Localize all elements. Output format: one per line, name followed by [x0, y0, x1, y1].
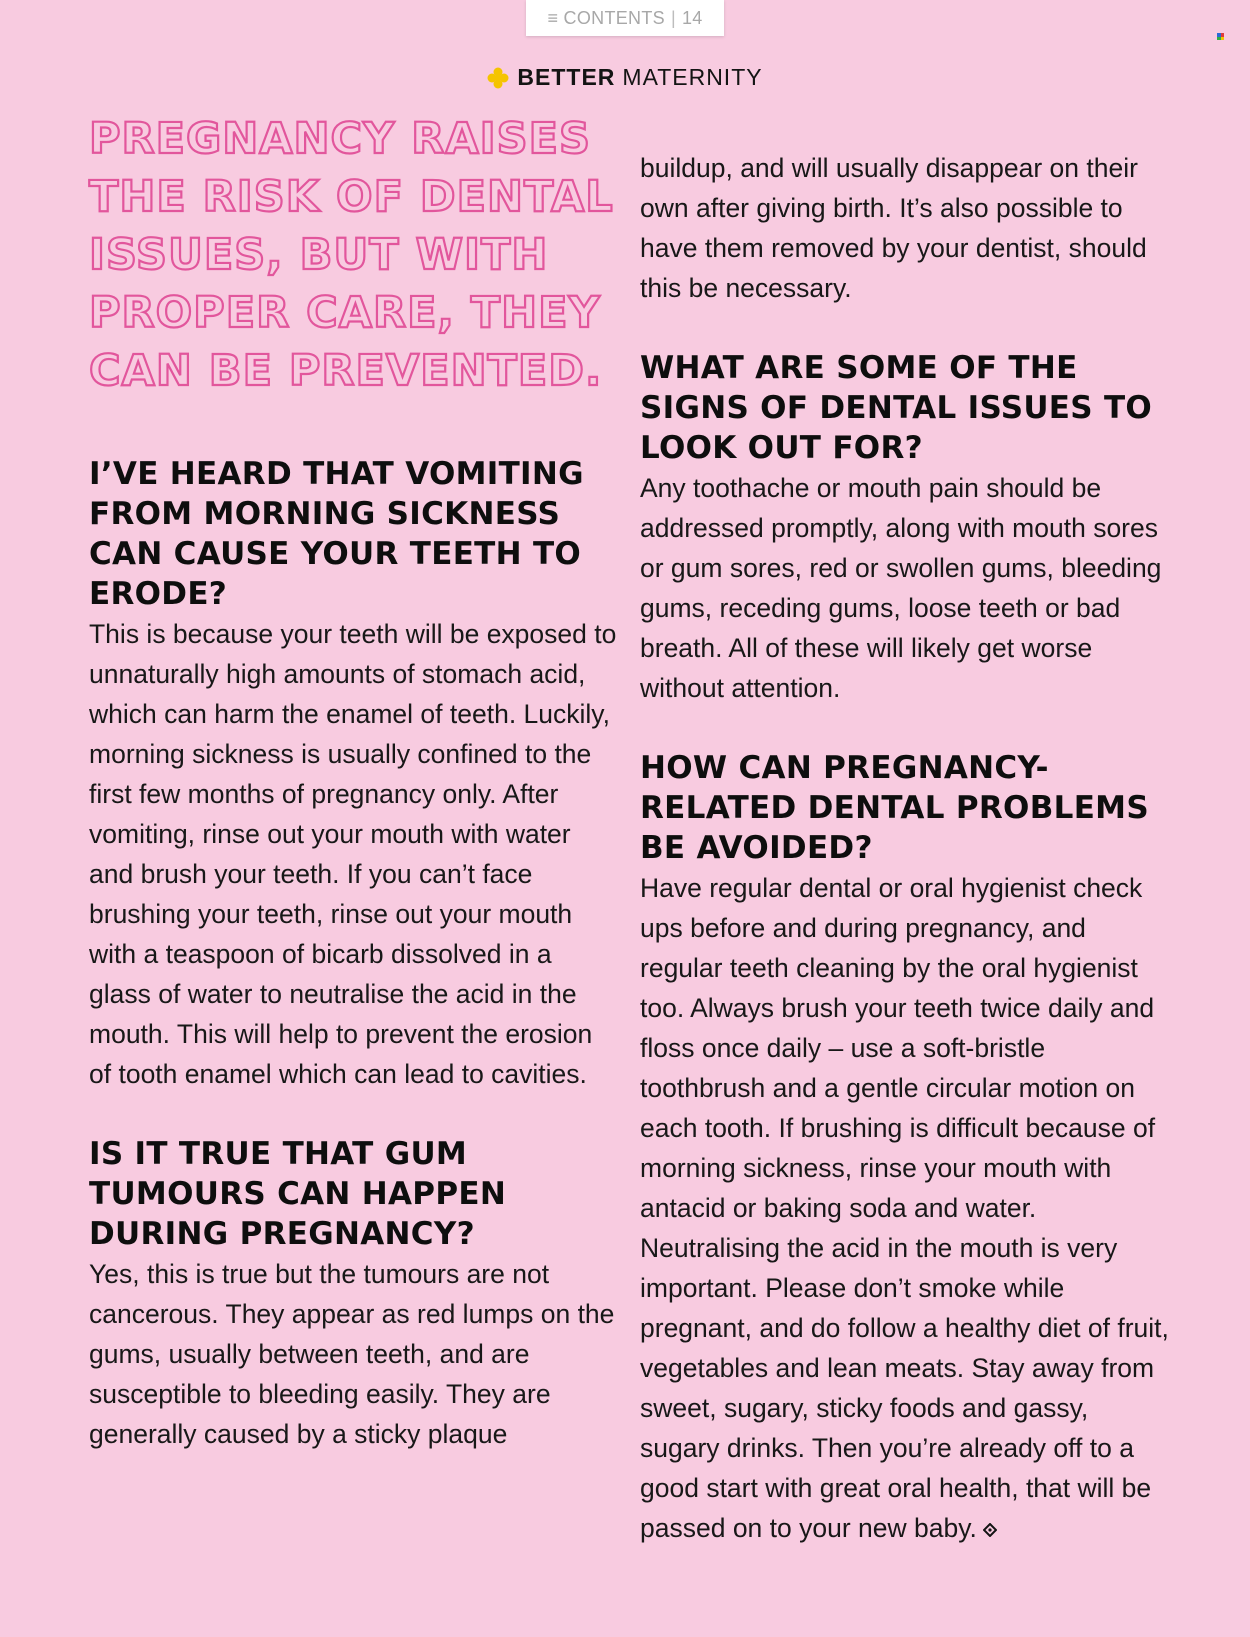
brand-regular: MATERNITY [622, 64, 763, 90]
end-mark-icon [983, 1523, 997, 1537]
flower-icon [487, 67, 509, 89]
left-column [89, 110, 619, 1454]
answer-paragraph: Yes, this is true but the tumours are not cancerous. They appear as red lumps on the gums, usually between teeth, and are susceptible to bleeding easily. They are generally caused by a sticky plaque [89, 1259, 615, 1449]
question-heading: HOW CAN PREGNANCY-RELATED DENTAL PROBLEMS BE AVOIDED? [640, 750, 1149, 866]
brand-bold: BETTER [517, 64, 616, 90]
answer-paragraph: This is because your teeth will be exposed to unnaturally high amounts of stomach acid, which can harm the enamel of teeth. Luckily, morning sickness is usually confined to the first few months of pregnancy only. After vomiting, rinse out your mouth with water and brush your teeth. If you can’t face brushing your teeth, rinse out your mouth with a teaspoon of bicarb dissolved in a glass of water to neutralise the acid in the mouth. This will help to prevent the erosion of tooth enamel which can lead to cavities. [89, 619, 617, 1089]
answer-text: Have regular dental or oral hygienist check ups before and during pregnancy, and regular teeth cleaning by the oral hygienist too. Always brush your teeth twice daily and floss once daily – use a soft-bristle toothbrush and a gentle circular motion on each tooth. If brushing is difficult because of morning sickness, rinse your mouth with antacid or baking soda and water. Neutralising the acid in the mouth is very important. Please don’t smoke while pregnant, and do follow a healthy diet of fruit, vegetables and lean meats. Stay away from sweet, sugary, sticky foods and gassy, sugary drinks. Then you’re already off to a good start with great oral health, that will be passed on to your new baby. [640, 873, 1169, 1543]
color-marks-icon [1217, 33, 1224, 40]
contents-label: ≡ CONTENTS [547, 7, 665, 28]
answer-paragraph-continued: buildup, and will usually disappear on their own after giving birth. It’s also possible to have them removed by your dentist, should this be necessary. [640, 153, 1147, 303]
answer-paragraph: Any toothache or mouth pain should be addressed promptly, along with mouth sores or gum sores, red or swollen gums, bleeding gums, receding gums, loose teeth or bad breath. All of these will likely get worse without attention. [640, 473, 1162, 703]
page-number: 14 [681, 7, 703, 28]
section-header [0, 64, 1250, 91]
question-heading: WHAT ARE SOME OF THE SIGNS OF DENTAL ISSUES TO LOOK OUT FOR? [640, 350, 1153, 466]
contents-button[interactable] [526, 0, 724, 36]
answer-paragraph [640, 868, 1170, 1548]
question-heading: I’VE HEARD THAT VOMITING FROM MORNING SICKNESS CAN CAUSE YOUR TEETH TO ERODE? [89, 456, 584, 612]
pull-quote: PREGNANCY RAISES THE RISK OF DENTAL ISSUES, BUT WITH PROPER CARE, THEY CAN BE PREVENTED. [89, 114, 614, 396]
separator: | [670, 7, 676, 28]
right-column [640, 148, 1170, 1548]
question-heading: IS IT TRUE THAT GUM TUMOURS CAN HAPPEN DURING PREGNANCY? [89, 1136, 507, 1252]
